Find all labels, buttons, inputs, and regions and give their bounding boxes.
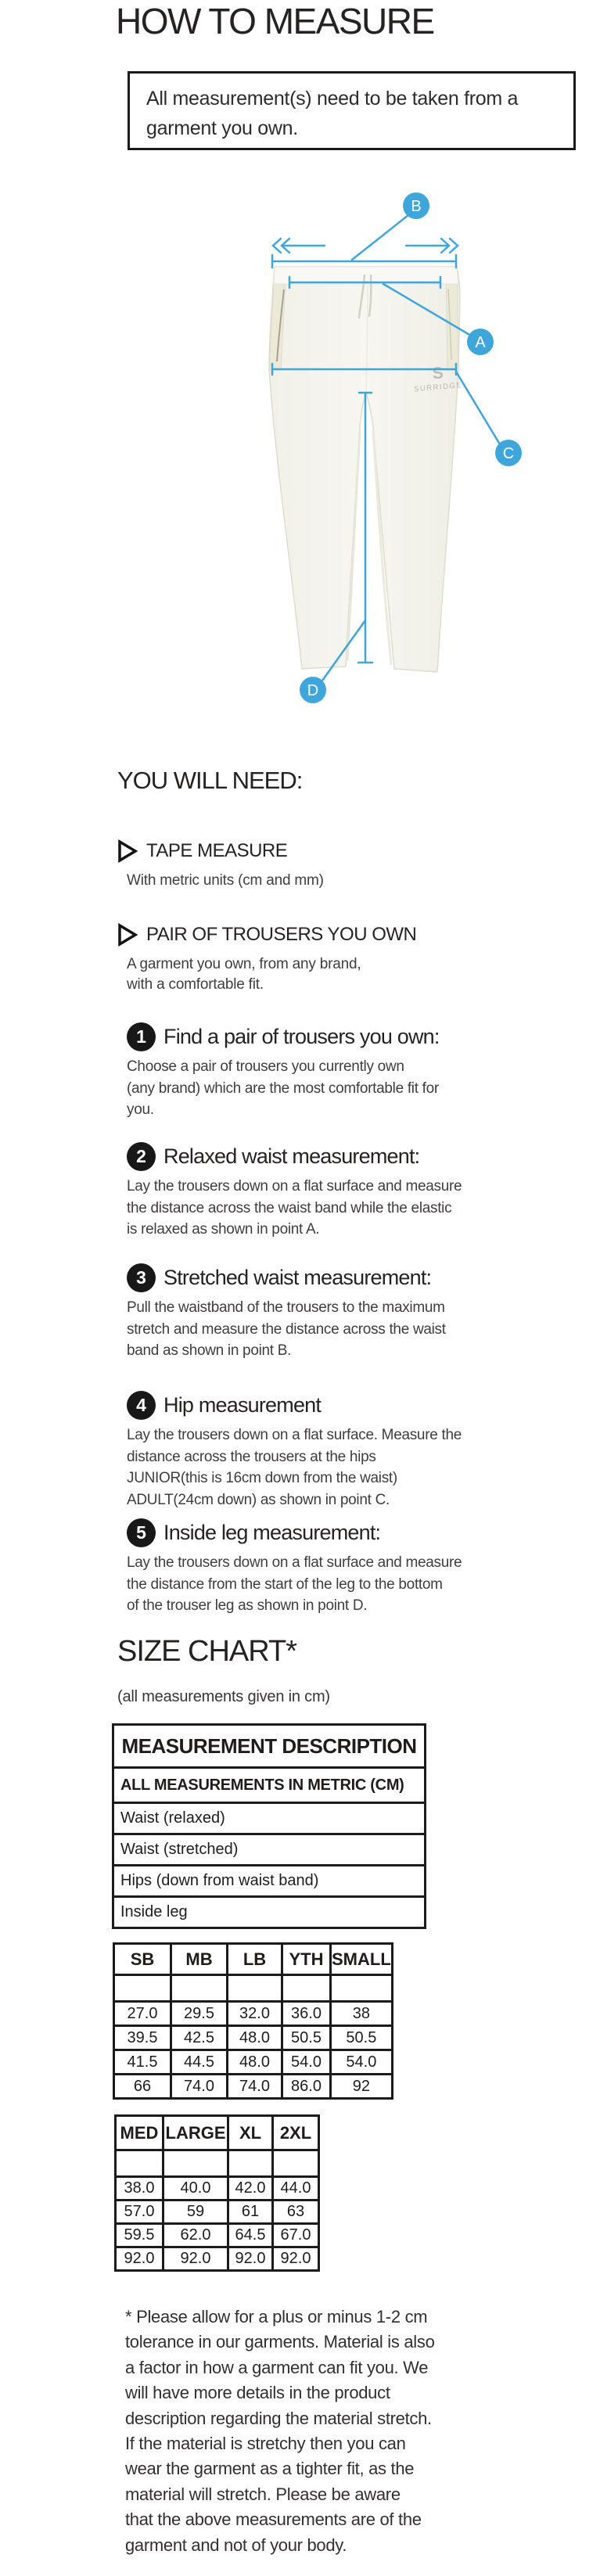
size-cell: 41.5	[114, 2050, 171, 2075]
step-description-line: you.	[127, 1101, 154, 1119]
need-item-title: TAPE MEASURE	[146, 840, 288, 861]
point-d-label: D	[307, 682, 319, 699]
step-description-line: the distance from the start of the leg to the bottom	[127, 1575, 443, 1593]
step-description	[127, 1176, 510, 1241]
desc-table-row: Hips (down from waist band)	[113, 1866, 426, 1897]
size-column-header: YTH	[282, 1944, 331, 1975]
size-table-adult	[114, 2114, 320, 2272]
size-cell: 50.5	[282, 2026, 331, 2050]
size-cell: 50.5	[331, 2026, 393, 2050]
step-title: Find a pair of trousers you own:	[163, 1024, 440, 1048]
disclaimer-line: material will stretch. Please be aware	[125, 2484, 401, 2504]
size-cell: 66	[114, 2075, 171, 2099]
size-row-waist-stretched	[114, 2026, 393, 2050]
point-c-label: C	[502, 445, 515, 462]
step-4	[127, 1389, 510, 1511]
spacer-row	[114, 1975, 393, 2002]
disclaimer-line: a factor in how a garment can fit you. We	[125, 2357, 429, 2377]
info-box-line: All measurement(s) need to be taken from a	[146, 88, 519, 110]
disclaimer-line: wear the garment as a tighter fit, as the	[125, 2459, 415, 2479]
size-cell: 67.0	[273, 2224, 319, 2247]
size-row-waist-relaxed	[116, 2177, 319, 2201]
step-header	[127, 1261, 510, 1294]
size-cell: 61	[228, 2201, 273, 2224]
page-title: HOW TO MEASURE	[116, 1, 434, 41]
size-cell: 74.0	[228, 2075, 282, 2099]
need-item-tape-measure	[117, 839, 287, 863]
step-description-line: ADULT(24cm down) as shown in point C.	[127, 1492, 390, 1509]
size-cell: 48.0	[228, 2050, 282, 2075]
size-cell: 42.5	[171, 2026, 228, 2050]
triangle-bullet-icon	[117, 923, 138, 947]
point-b-label: B	[411, 198, 422, 215]
step-number-badge: 5	[127, 1518, 156, 1547]
size-cell: 54.0	[282, 2050, 331, 2075]
size-cell: 92.0	[116, 2247, 163, 2271]
disclaimer-line: tolerance in our garments. Material is also	[125, 2332, 435, 2352]
need-item-sub	[127, 954, 361, 995]
size-cell: 48.0	[228, 2026, 282, 2050]
step-header	[127, 1020, 510, 1053]
step-description-line: Pull the waistband of the trousers to the maximum	[127, 1299, 445, 1316]
spacer-row	[116, 2150, 319, 2177]
step-header	[127, 1140, 510, 1173]
step-description-line: JUNIOR(this is 16cm down from the waist)	[127, 1470, 397, 1487]
step-number-badge: 3	[127, 1263, 156, 1292]
step-3	[127, 1261, 510, 1362]
size-chart-heading: SIZE CHART*	[117, 1635, 297, 1668]
size-cell: 92	[331, 2075, 393, 2099]
size-cell: 27.0	[114, 2002, 171, 2026]
brand-text: SURRIDGE	[413, 381, 463, 394]
leader-line-b	[352, 215, 408, 260]
size-column-header: 2XL	[273, 2116, 319, 2150]
step-description	[127, 1056, 510, 1121]
size-cell: 32.0	[228, 2002, 282, 2026]
step-title: Hip measurement	[163, 1392, 322, 1417]
step-1	[127, 1020, 510, 1121]
step-description-line: (any brand) which are the most comfortable fit for	[127, 1080, 439, 1097]
size-column-header: SMALL	[331, 1944, 393, 1975]
size-cell: 36.0	[282, 2002, 331, 2026]
step-description-line: band as shown in point B.	[127, 1342, 292, 1360]
need-item-sub-line: with a comfortable fit.	[127, 976, 264, 993]
tolerance-disclaimer	[125, 2305, 435, 2558]
size-column-header: LB	[228, 1944, 282, 1975]
step-title: Relaxed waist measurement:	[163, 1144, 420, 1168]
step-description-line: of the trouser leg as shown in point D.	[127, 1597, 368, 1615]
size-cell: 59	[163, 2201, 228, 2224]
size-cell: 44.0	[273, 2177, 319, 2201]
size-cell: 64.5	[228, 2224, 273, 2247]
step-description-line: stretch and measure the distance across the waist	[127, 1320, 446, 1338]
size-cell: 59.5	[116, 2224, 163, 2247]
size-cell: 38.0	[116, 2177, 163, 2201]
step-description-line: Choose a pair of trousers you currently own	[127, 1058, 404, 1075]
step-description	[127, 1425, 510, 1511]
disclaimer-line: garment and not of your body.	[125, 2535, 347, 2555]
size-row-hips	[114, 2050, 393, 2075]
size-column-header: LARGE	[163, 2116, 228, 2150]
size-cell: 40.0	[163, 2177, 228, 2201]
size-cell: 86.0	[282, 2075, 331, 2099]
size-cell: 92.0	[228, 2247, 273, 2271]
need-item-sub: With metric units (cm and mm)	[127, 872, 324, 889]
step-title: Stretched waist measurement:	[163, 1265, 432, 1289]
size-row-inside-leg	[116, 2247, 319, 2271]
you-will-need-heading: YOU WILL NEED:	[117, 767, 303, 794]
brand-mark: S	[431, 364, 444, 383]
step-description-line: Lay the trousers down on a flat surface and measure	[127, 1178, 462, 1195]
disclaimer-line: will have more details in the product	[125, 2383, 390, 2403]
size-cell: 38	[331, 2002, 393, 2026]
step-description-line: Lay the trousers down on a flat surface. Measure the	[127, 1427, 462, 1443]
step-description	[127, 1297, 510, 1362]
leader-line-c	[456, 372, 500, 444]
size-chart-note: (all measurements given in cm)	[117, 1688, 330, 1705]
size-cell: 63	[273, 2201, 319, 2224]
step-header	[127, 1516, 510, 1549]
size-row-inside-leg	[114, 2075, 393, 2099]
size-cell: 54.0	[331, 2050, 393, 2075]
desc-table-row: Inside leg	[113, 1897, 426, 1928]
point-a-label: A	[475, 334, 486, 351]
disclaimer-line: description regarding the material stretch.	[125, 2408, 432, 2428]
step-number-badge: 1	[127, 1022, 156, 1051]
need-item-title: PAIR OF TROUSERS YOU OWN	[146, 924, 417, 945]
trousers-waistband	[274, 267, 458, 284]
desc-table-row: Waist (stretched)	[113, 1834, 426, 1866]
size-cell: 42.0	[228, 2177, 273, 2201]
size-row-waist-stretched	[116, 2201, 319, 2224]
size-cell: 62.0	[163, 2224, 228, 2247]
need-item-sub-line: A garment you own, from any brand,	[127, 956, 361, 972]
desc-table-row: Waist (relaxed)	[113, 1803, 426, 1834]
step-2	[127, 1140, 510, 1241]
step-description-line: is relaxed as shown in point A.	[127, 1221, 320, 1238]
disclaimer-line: that the above measurements are of the	[125, 2510, 422, 2530]
size-cell: 74.0	[171, 2075, 228, 2099]
size-cell: 57.0	[116, 2201, 163, 2224]
size-row-waist-relaxed	[114, 2002, 393, 2026]
size-cell: 29.5	[171, 2002, 228, 2026]
trouser-measure-diagram	[192, 164, 551, 720]
size-column-header: MED	[116, 2116, 163, 2150]
step-5	[127, 1516, 510, 1617]
measure-line-stretched-waist	[272, 255, 456, 268]
step-description-line: distance across the trousers at the hips	[127, 1448, 376, 1465]
size-cell: 44.5	[171, 2050, 228, 2075]
step-description	[127, 1552, 510, 1617]
size-column-header: MB	[171, 1944, 228, 1975]
measurement-description-table	[112, 1723, 426, 1929]
size-cell: 92.0	[273, 2247, 319, 2271]
disclaimer-line: * Please allow for a plus or minus 1-2 cm	[125, 2307, 428, 2326]
size-column-header: XL	[228, 2116, 273, 2150]
desc-table-header: MEASUREMENT DESCRIPTION	[113, 1725, 426, 1768]
size-cell: 39.5	[114, 2026, 171, 2050]
step-title: Inside leg measurement:	[163, 1520, 381, 1544]
step-number-badge: 4	[127, 1391, 156, 1420]
size-row-hips	[116, 2224, 319, 2247]
info-box-line: garment you own.	[146, 117, 298, 139]
need-item-trousers	[117, 923, 416, 947]
step-header	[127, 1389, 510, 1421]
triangle-bullet-icon	[117, 839, 138, 863]
size-cell: 92.0	[163, 2247, 228, 2271]
step-description-line: the distance across the waist band while the elastic	[127, 1199, 452, 1216]
size-table-junior	[113, 1942, 393, 2100]
step-number-badge: 2	[127, 1142, 156, 1171]
info-box	[128, 71, 576, 150]
size-column-header: SB	[114, 1944, 171, 1975]
desc-table-subheader: ALL MEASUREMENTS IN METRIC (CM)	[113, 1768, 426, 1803]
disclaimer-line: If the material is stretchy then you can	[125, 2434, 406, 2454]
step-description-line: Lay the trousers down on a flat surface and measure	[127, 1554, 462, 1571]
